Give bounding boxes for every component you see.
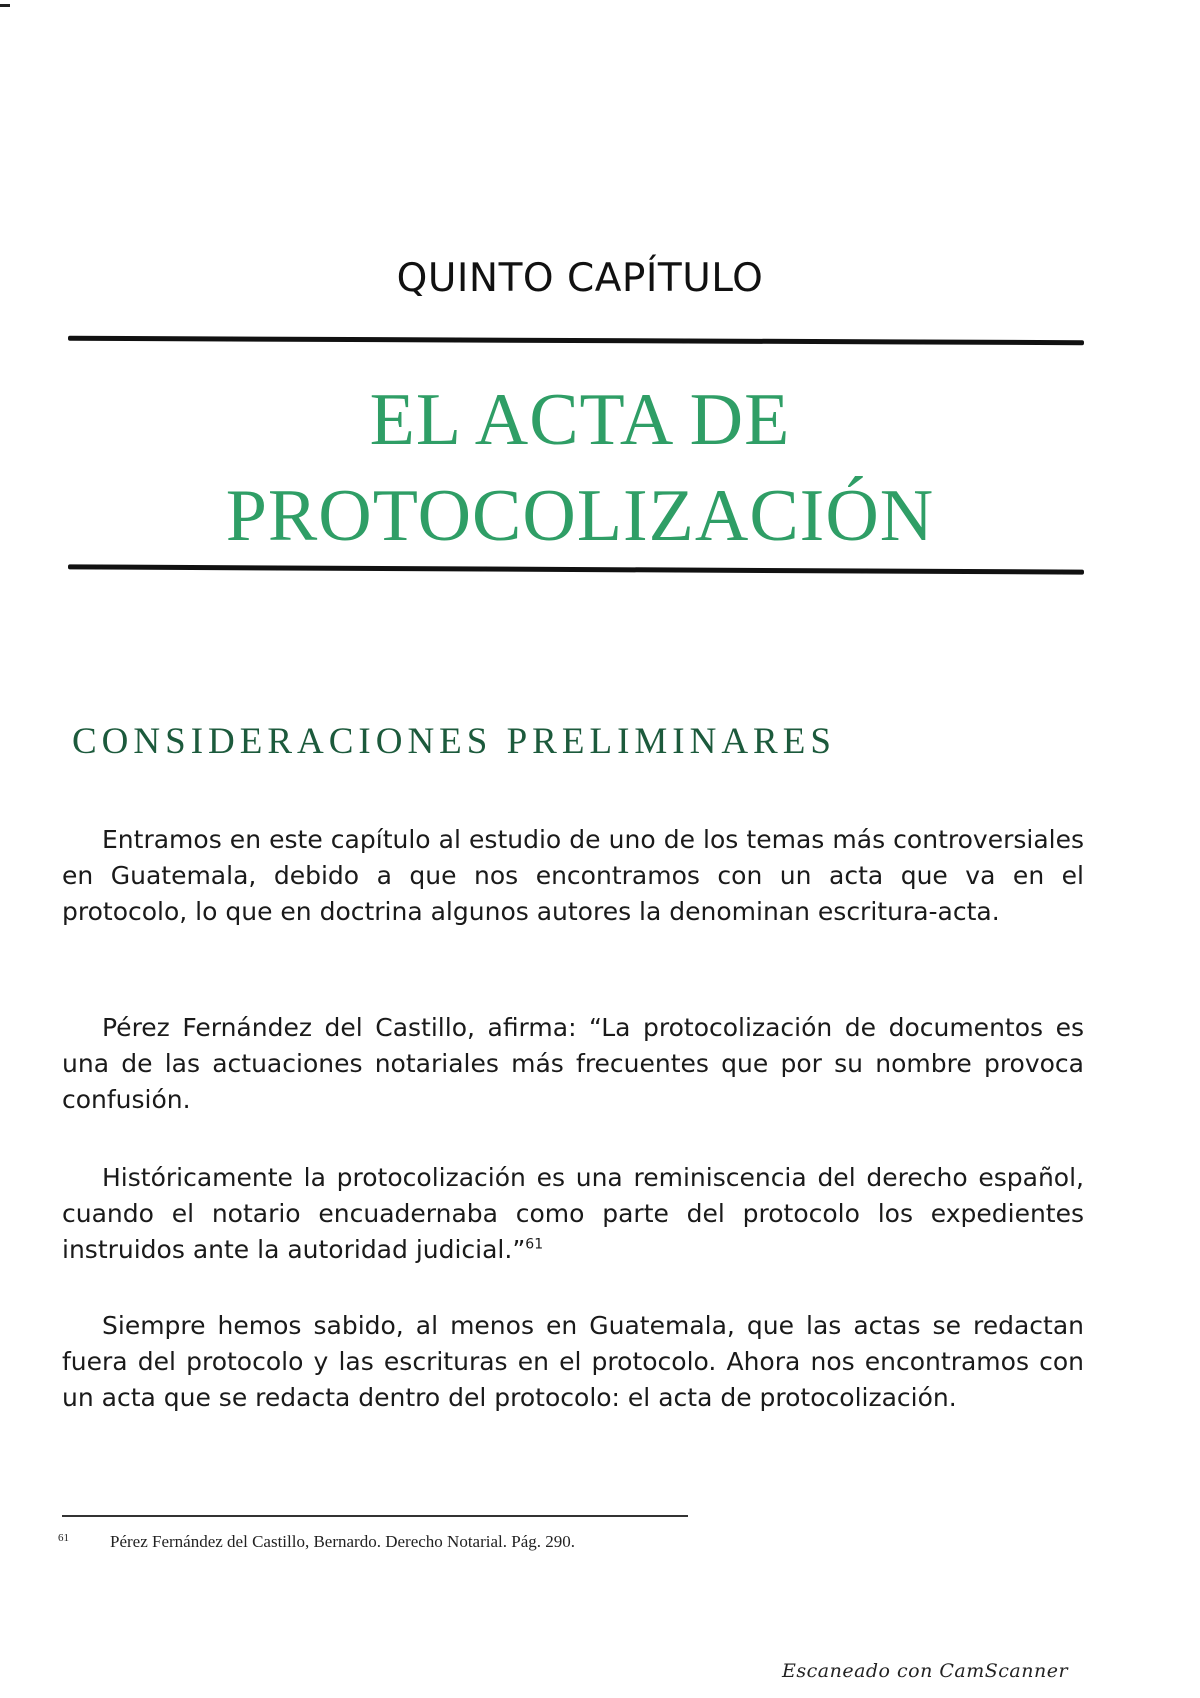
chapter-title-line-1: EL ACTA DE <box>369 379 791 461</box>
title-bottom-rule <box>68 564 1084 574</box>
title-top-rule <box>68 336 1084 345</box>
footnote-reference: 61 <box>525 1236 544 1253</box>
chapter-title <box>0 372 1160 564</box>
scanner-watermark: Escaneado con CamScanner <box>782 1660 1069 1682</box>
footnote-separator <box>62 1515 688 1517</box>
chapter-label: QUINTO CAPÍTULO <box>396 256 764 301</box>
footnote-text: Pérez Fernández del Castillo, Bernardo. Derecho Notarial. Pág. 290. <box>110 1532 575 1551</box>
footnote-number: 61 <box>58 1532 69 1544</box>
chapter-title-line-2: PROTOCOLIZACIÓN <box>225 475 935 557</box>
paragraph-3-text: Históricamente la protocolización es una reminiscencia del derecho español, cuando el notario encuadernaba como parte del protocolo los expedientes instruidos ante la autoridad judicial.” <box>62 1163 1084 1264</box>
scan-corner-mark <box>0 4 10 7</box>
section-heading: CONSIDERACIONES PRELIMINARES <box>72 721 836 762</box>
paragraph-4: Siempre hemos sabido, al menos en Guatemala, que las actas se redactan fuera del protocolo y las escrituras en el protocolo. Ahora nos encontramos con un acta que se redacta dentro del protocolo: el acta de protocolización. <box>62 1311 1084 1412</box>
paragraph-1: Entramos en este capítulo al estudio de uno de los temas más controversiales en Guatemala, debido a que nos encontramos con un acta que va en el protocolo, lo que en doctrina algunos autores la denominan escritura-acta. <box>62 825 1084 926</box>
paragraph-3 <box>62 1160 1084 1268</box>
footnote <box>58 1532 575 1552</box>
paragraph-2: Pérez Fernández del Castillo, afirma: “La protocolización de documentos es una de las actuaciones notariales más frecuentes que por su nombre provoca confusión. <box>62 1013 1084 1114</box>
